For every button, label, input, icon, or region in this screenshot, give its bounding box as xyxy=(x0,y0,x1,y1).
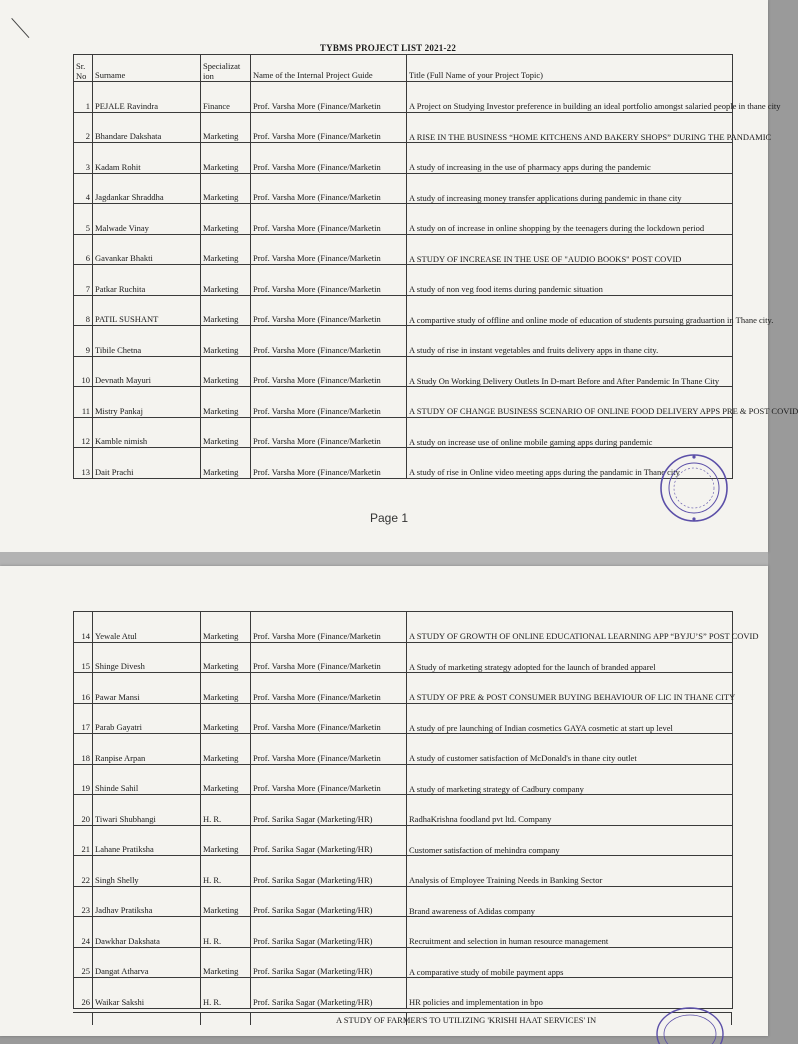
cell-project-title: Recruitment and selection in human resource management xyxy=(407,917,733,948)
cell-sr-no: 8 xyxy=(74,295,93,326)
cell-surname: Gavankar Bhakti xyxy=(93,234,201,265)
cell-specialization: Marketing xyxy=(201,387,251,418)
page-sheet-2 xyxy=(0,566,768,1036)
cell-surname: Waikar Sakshi xyxy=(93,978,201,1009)
cell-project-title: A study of non veg food items during pandemic situation xyxy=(407,265,733,296)
cell-guide-name: Prof. Sarika Sagar (Marketing/HR) xyxy=(251,917,407,948)
cell-sr-no: 10 xyxy=(74,356,93,387)
cell-surname: Jagdankar Shraddha xyxy=(93,173,201,204)
cell-guide-name: Prof. Varsha More (Finance/Marketin xyxy=(251,356,407,387)
cell-surname: Jadhav Pratiksha xyxy=(93,886,201,917)
table-row xyxy=(74,642,733,673)
partial-row-topic: A STUDY OF FARMER'S TO UTILIZING 'KRISHI HAAT SERVICES' IN xyxy=(336,1015,597,1025)
cell-surname: Yewale Atul xyxy=(93,612,201,643)
cell-sr-no: 6 xyxy=(74,234,93,265)
page-gap xyxy=(0,552,768,566)
cell-specialization: H. R. xyxy=(201,917,251,948)
cell-specialization: H. R. xyxy=(201,978,251,1009)
cell-surname: Lahane Pratiksha xyxy=(93,825,201,856)
cell-surname: Dait Prachi xyxy=(93,448,201,479)
cell-specialization: H. R. xyxy=(201,856,251,887)
cell-specialization: Marketing xyxy=(201,947,251,978)
cell-guide-name: Prof. Varsha More (Finance/Marketin xyxy=(251,234,407,265)
cell-project-title: A STUDY OF PRE & POST CONSUMER BUYING BEHAVIOUR OF LIC IN THANE CITY xyxy=(407,673,733,704)
cell-project-title: A study on of increase in online shopping by the teenagers during the lockdown period xyxy=(407,204,733,235)
cell-surname: Dangat Atharva xyxy=(93,947,201,978)
table-header-row xyxy=(74,55,733,82)
cell-guide-name: Prof. Sarika Sagar (Marketing/HR) xyxy=(251,856,407,887)
table-row xyxy=(74,387,733,418)
cell-specialization: Marketing xyxy=(201,673,251,704)
cell-sr-no: 19 xyxy=(74,764,93,795)
cell-project-title: RadhaKrishna foodland pvt ltd. Company xyxy=(407,795,733,826)
cell-sr-no: 14 xyxy=(74,612,93,643)
cell-sr-no: 17 xyxy=(74,703,93,734)
cell-guide-name: Prof. Varsha More (Finance/Marketin xyxy=(251,295,407,326)
header-surname: Surname xyxy=(93,55,201,82)
cell-specialization: Marketing xyxy=(201,703,251,734)
cell-sr-no: 20 xyxy=(74,795,93,826)
cell-project-title: A Study of marketing strategy adopted for the launch of branded apparel xyxy=(407,642,733,673)
cell-surname: Mistry Pankaj xyxy=(93,387,201,418)
cell-project-title: Customer satisfaction of mehindra company xyxy=(407,825,733,856)
cell-guide-name: Prof. Varsha More (Finance/Marketin xyxy=(251,326,407,357)
cell-project-title: A STUDY OF INCREASE IN THE USE OF "AUDIO BOOKS" POST COVID xyxy=(407,234,733,265)
cell-sr-no: 13 xyxy=(74,448,93,479)
cell-sr-no: 25 xyxy=(74,947,93,978)
cell-surname: Parab Gayatri xyxy=(93,703,201,734)
cell-specialization: Marketing xyxy=(201,356,251,387)
cell-project-title: A STUDY OF CHANGE BUSINESS SCENARIO OF ONLINE FOOD DELIVERY APPS PRE & POST COVID xyxy=(407,387,733,418)
cell-project-title: A compartive study of offline and online mode of education of students pursuing graduartion in Thane city. xyxy=(407,295,733,326)
cell-project-title: HR policies and implementation in bpo xyxy=(407,978,733,1009)
cell-sr-no: 26 xyxy=(74,978,93,1009)
cell-guide-name: Prof. Sarika Sagar (Marketing/HR) xyxy=(251,825,407,856)
cell-sr-no: 9 xyxy=(74,326,93,357)
cell-surname: Patkar Ruchita xyxy=(93,265,201,296)
cell-guide-name: Prof. Varsha More (Finance/Marketin xyxy=(251,265,407,296)
cell-specialization: Marketing xyxy=(201,143,251,174)
table-row xyxy=(74,326,733,357)
cell-specialization: Marketing xyxy=(201,764,251,795)
cell-specialization: H. R. xyxy=(201,795,251,826)
table-row xyxy=(74,886,733,917)
table-row xyxy=(74,417,733,448)
table-row xyxy=(74,917,733,948)
cell-guide-name: Prof. Varsha More (Finance/Marketin xyxy=(251,764,407,795)
cell-specialization: Marketing xyxy=(201,173,251,204)
cell-project-title: A comparative study of mobile payment apps xyxy=(407,947,733,978)
cell-surname: Bhandare Dakshata xyxy=(93,112,201,143)
cell-project-title: A study of pre launching of Indian cosmetics GAYA cosmetic at start up level xyxy=(407,703,733,734)
cell-surname: Pawar Mansi xyxy=(93,673,201,704)
cell-guide-name: Prof. Varsha More (Finance/Marketin xyxy=(251,204,407,235)
cell-sr-no: 18 xyxy=(74,734,93,765)
cell-project-title: A study of increasing in the use of pharmacy apps during the pandemic xyxy=(407,143,733,174)
cell-project-title: A RISE IN THE BUSINESS “HOME KITCHENS AND BAKERY SHOPS” DURING THE PANDAMIC xyxy=(407,112,733,143)
cell-specialization: Marketing xyxy=(201,886,251,917)
table-row xyxy=(74,204,733,235)
college-seal-stamp-partial xyxy=(654,1004,726,1044)
cell-guide-name: Prof. Varsha More (Finance/Marketin xyxy=(251,112,407,143)
cell-surname: PEJALE Ravindra xyxy=(93,82,201,113)
table-row xyxy=(74,673,733,704)
cell-specialization: Marketing xyxy=(201,825,251,856)
table-row xyxy=(74,734,733,765)
cell-surname: Shinge Divesh xyxy=(93,642,201,673)
table-row xyxy=(74,356,733,387)
table-row xyxy=(74,764,733,795)
cell-project-title: A STUDY OF GROWTH OF ONLINE EDUCATIONAL LEARNING APP “BYJU’S” POST COVID xyxy=(407,612,733,643)
cell-project-title: A Study On Working Delivery Outlets In D-mart Before and After Pandemic In Thane City xyxy=(407,356,733,387)
table-row xyxy=(74,448,733,479)
cell-project-title: Brand awareness of Adidas company xyxy=(407,886,733,917)
cell-guide-name: Prof. Sarika Sagar (Marketing/HR) xyxy=(251,947,407,978)
pen-mark xyxy=(11,18,29,38)
cell-guide-name: Prof. Varsha More (Finance/Marketin xyxy=(251,143,407,174)
cell-sr-no: 7 xyxy=(74,265,93,296)
cell-surname: Devnath Mayuri xyxy=(93,356,201,387)
cell-sr-no: 23 xyxy=(74,886,93,917)
cell-surname: Tiwari Shubhangi xyxy=(93,795,201,826)
header-specialization: Specializat ion xyxy=(201,55,251,82)
cell-surname: Shinde Sahil xyxy=(93,764,201,795)
cell-sr-no: 22 xyxy=(74,856,93,887)
table-row xyxy=(74,234,733,265)
table-row xyxy=(74,978,733,1009)
cell-guide-name: Prof. Varsha More (Finance/Marketin xyxy=(251,417,407,448)
cell-sr-no: 24 xyxy=(74,917,93,948)
table-row xyxy=(74,143,733,174)
cell-sr-no: 5 xyxy=(74,204,93,235)
table-row xyxy=(74,795,733,826)
project-table-page-2 xyxy=(73,611,759,1009)
cell-surname: Kamble nimish xyxy=(93,417,201,448)
cell-sr-no: 12 xyxy=(74,417,93,448)
cell-specialization: Marketing xyxy=(201,326,251,357)
project-table-page-1 xyxy=(73,54,798,479)
table-row xyxy=(74,825,733,856)
cell-guide-name: Prof. Varsha More (Finance/Marketin xyxy=(251,82,407,113)
table-row xyxy=(74,703,733,734)
cell-surname: Malwade Vinay xyxy=(93,204,201,235)
cell-guide-name: Prof. Varsha More (Finance/Marketin xyxy=(251,448,407,479)
cell-guide-name: Prof. Varsha More (Finance/Marketin xyxy=(251,734,407,765)
header-title: Title (Full Name of your Project Topic) xyxy=(407,55,733,82)
cell-specialization: Marketing xyxy=(201,417,251,448)
cell-sr-no: 11 xyxy=(74,387,93,418)
cell-surname: Tibile Chetna xyxy=(93,326,201,357)
cell-sr-no: 21 xyxy=(74,825,93,856)
cell-project-title: A study of increasing money transfer applications during pandemic in thane city xyxy=(407,173,733,204)
cell-project-title: A study of rise in Online video meeting apps during the pandamic in Thane city xyxy=(407,448,733,479)
cell-project-title: A Project on Studying Investor preference in building an ideal portfolio amongst salaried people in thane city xyxy=(407,82,733,113)
table-row xyxy=(74,112,733,143)
cell-sr-no: 15 xyxy=(74,642,93,673)
table-row xyxy=(74,612,733,643)
cell-specialization: Marketing xyxy=(201,265,251,296)
cell-sr-no: 1 xyxy=(74,82,93,113)
cell-specialization: Marketing xyxy=(201,112,251,143)
cell-sr-no: 4 xyxy=(74,173,93,204)
cell-guide-name: Prof. Sarika Sagar (Marketing/HR) xyxy=(251,795,407,826)
page-number: Page 1 xyxy=(370,511,409,525)
cell-guide-name: Prof. Varsha More (Finance/Marketin xyxy=(251,173,407,204)
table-row xyxy=(74,173,733,204)
cell-guide-name: Prof. Varsha More (Finance/Marketin xyxy=(251,673,407,704)
cell-guide-name: Prof. Varsha More (Finance/Marketin xyxy=(251,612,407,643)
cell-specialization: Marketing xyxy=(201,734,251,765)
cell-surname: Ranpise Arpan xyxy=(93,734,201,765)
cell-specialization: Marketing xyxy=(201,234,251,265)
cell-guide-name: Prof. Sarika Sagar (Marketing/HR) xyxy=(251,978,407,1009)
cell-surname: Kadam Rohit xyxy=(93,143,201,174)
cell-project-title: A study of rise in instant vegetables and fruits delivery apps in thane city. xyxy=(407,326,733,357)
cell-guide-name: Prof. Varsha More (Finance/Marketin xyxy=(251,387,407,418)
cell-project-title: A study on increase use of online mobile gaming apps during pandemic xyxy=(407,417,733,448)
cell-project-title: A study of customer satisfaction of McDonald's in thane city outlet xyxy=(407,734,733,765)
cell-surname: PATIL SUSHANT xyxy=(93,295,201,326)
cell-surname: Singh Shelly xyxy=(93,856,201,887)
cell-specialization: Marketing xyxy=(201,612,251,643)
table-row xyxy=(74,295,733,326)
cell-specialization: Marketing xyxy=(201,295,251,326)
table-row xyxy=(74,82,733,113)
cell-project-title: Analysis of Employee Training Needs in Banking Sector xyxy=(407,856,733,887)
cell-specialization: Marketing xyxy=(201,204,251,235)
cell-guide-name: Prof. Sarika Sagar (Marketing/HR) xyxy=(251,886,407,917)
table-row xyxy=(74,265,733,296)
table-row xyxy=(74,856,733,887)
header-guide: Name of the Internal Project Guide xyxy=(251,55,407,82)
cell-guide-name: Prof. Varsha More (Finance/Marketin xyxy=(251,703,407,734)
cell-specialization: Marketing xyxy=(201,642,251,673)
header-sr-no: Sr. No xyxy=(74,55,93,82)
cell-specialization: Finance xyxy=(201,82,251,113)
cell-project-title: A study of marketing strategy of Cadbury company xyxy=(407,764,733,795)
cell-sr-no: 2 xyxy=(74,112,93,143)
cell-surname: Dawkhar Dakshata xyxy=(93,917,201,948)
table-row xyxy=(74,947,733,978)
cell-sr-no: 16 xyxy=(74,673,93,704)
cell-sr-no: 3 xyxy=(74,143,93,174)
college-seal-stamp xyxy=(658,452,730,524)
cell-specialization: Marketing xyxy=(201,448,251,479)
cell-guide-name: Prof. Varsha More (Finance/Marketin xyxy=(251,642,407,673)
document-title: TYBMS PROJECT LIST 2021-22 xyxy=(319,43,457,53)
